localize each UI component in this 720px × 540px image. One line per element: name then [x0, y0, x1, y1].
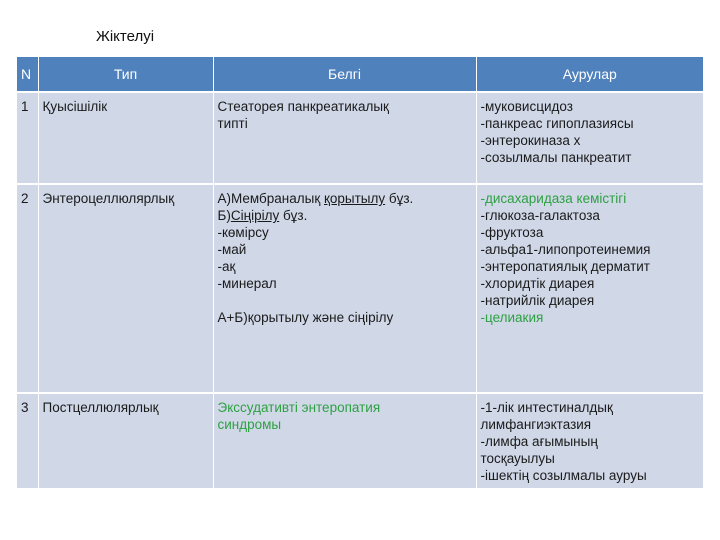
sign-line-highlighted: синдромы: [217, 417, 282, 432]
disease-item: -1-лік интестиналдық: [480, 400, 613, 415]
spacer: [218, 292, 472, 309]
disease-item: -альфа1-липопротеинемия: [480, 242, 651, 257]
sign-line-a: [218, 190, 472, 207]
page-title: Жіктелуі: [96, 28, 155, 45]
disease-item: -энтеропатиялық дерматит: [480, 259, 650, 274]
disease-item-highlighted: -целиакия: [480, 310, 544, 325]
column-header-sign: Белгі: [213, 57, 476, 92]
sign-line-highlighted: Экссудативті энтеропатия: [217, 400, 381, 415]
row-number: 3: [17, 393, 38, 488]
disease-item: тосқауылуы: [480, 451, 555, 466]
sign-line: Стеаторея панкреатикалық: [217, 99, 389, 114]
sign-b-underlined: Сіңірілу: [230, 208, 280, 223]
column-header-n: N: [17, 57, 38, 92]
sign-item: -көмірсу: [217, 225, 269, 240]
disease-item: -натрийлік диарея: [480, 293, 595, 308]
column-header-type: Тип: [38, 57, 213, 92]
table-row: [17, 393, 703, 488]
row-number: 1: [17, 92, 38, 184]
sign-a-underlined: қорытылу: [323, 191, 386, 206]
disease-item: -лимфа ағымының: [480, 434, 598, 449]
diseases-cell: [476, 393, 703, 488]
disease-item: -глюкоза-галактоза: [480, 208, 600, 223]
disease-item: -хлоридтік диарея: [480, 276, 595, 291]
type-cell: Энтероцеллюлярлық: [38, 184, 213, 393]
sign-cell: [213, 393, 476, 488]
sign-cell: [213, 184, 476, 393]
disease-item: -фруктоза: [480, 225, 544, 240]
sign-item: -ақ: [217, 259, 236, 274]
row-number: 2: [17, 184, 38, 393]
column-header-diseases: Аурулар: [476, 57, 703, 92]
diseases-cell: [476, 92, 703, 184]
classification-table: [17, 57, 703, 488]
table-row: [17, 184, 703, 393]
table-row: [17, 92, 703, 184]
disease-item: -созылмалы панкреатит: [480, 150, 632, 165]
sign-line-b: [218, 207, 472, 224]
sign-cell: [213, 92, 476, 184]
disease-item: -энтерокиназа х: [480, 133, 581, 148]
disease-item: -муковисцидоз: [480, 99, 573, 114]
sign-item: -май: [217, 242, 247, 257]
sign-combined: А+Б)қорытылу және сіңірілу: [217, 310, 394, 325]
sign-line: типті: [217, 116, 248, 131]
sign-item: -минерал: [217, 276, 277, 291]
diseases-cell: [476, 184, 703, 393]
sign-a-prefix: А)Мембраналық: [217, 191, 324, 206]
table-header-row: [17, 57, 703, 92]
disease-item: -ішектің созылмалы ауруы: [480, 468, 647, 483]
disease-item-highlighted: -дисахаридаза кемістігі: [480, 191, 627, 206]
type-cell: Қуысішілік: [38, 92, 213, 184]
sign-b-prefix: Б): [217, 208, 231, 223]
type-cell: Постцеллюлярлық: [38, 393, 213, 488]
disease-item: лимфангиэктазия: [480, 417, 592, 432]
sign-b-suffix: бұз.: [279, 208, 308, 223]
disease-item: -панкреас гипоплазиясы: [480, 116, 634, 131]
sign-a-suffix: бұз.: [385, 191, 414, 206]
